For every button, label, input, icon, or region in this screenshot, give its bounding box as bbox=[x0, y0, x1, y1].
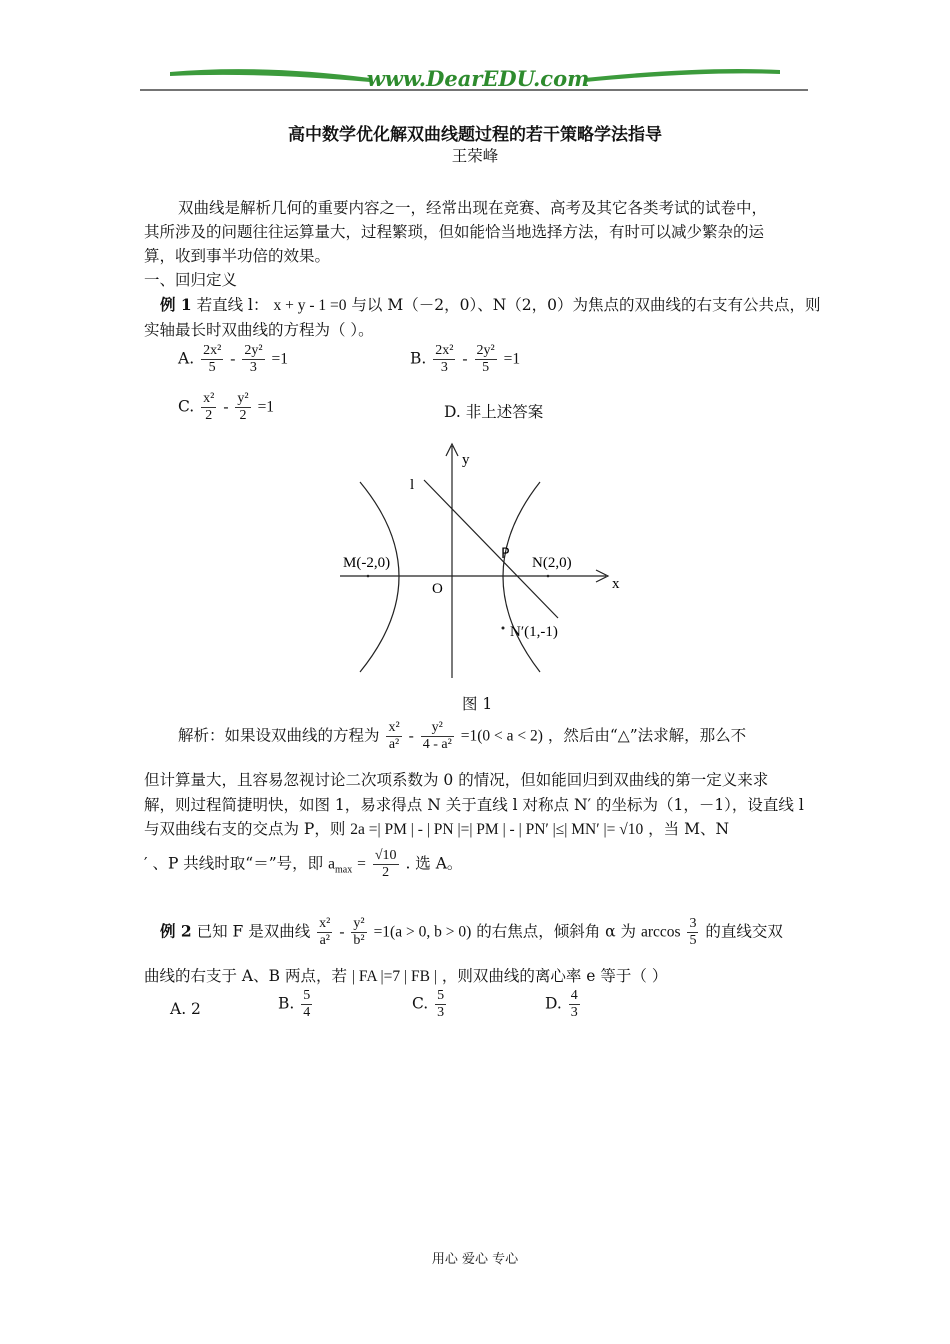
example-2-frac-2: $\frac{\text{y²}}{\text{b²}}$ bbox=[353, 916, 365, 948]
line-l-label: l bbox=[410, 477, 415, 493]
example-1-line-2: 实轴最长时双曲线的方程为（ ）。 bbox=[144, 321, 374, 339]
option-a-tail: =1 bbox=[271, 350, 288, 368]
minus-sign: - bbox=[408, 727, 414, 745]
example-2-option-c-label: C. bbox=[412, 994, 429, 1013]
option-c bbox=[178, 391, 274, 424]
example-2-text-b: 的右焦点，倾斜角 α 为 bbox=[476, 922, 637, 941]
page-footer: 用心 爱心 专心 bbox=[431, 1252, 519, 1267]
option-c-frac-2: $\frac{\text{y²}}{2}$ bbox=[237, 391, 249, 423]
analysis-line-1 bbox=[178, 720, 746, 753]
intro-line-2: 其所涉及的问题往往运算量大，过程繁琐，但如能恰当地选择方法，有时可以减少繁杂的运 bbox=[144, 223, 765, 241]
analysis-equals: = bbox=[357, 855, 366, 873]
example-2-option-b-label: B. bbox=[278, 994, 295, 1013]
point-n-label: N(2,0) bbox=[532, 555, 572, 571]
option-a bbox=[178, 343, 288, 376]
header-logo[interactable]: www.DearEDU.com bbox=[366, 66, 590, 91]
line-equation: x + y - 1 =0 bbox=[273, 297, 347, 314]
option-c-label: C. bbox=[178, 397, 195, 416]
analysis-text-e: ′ 、P 共线时取“＝”号，即 bbox=[144, 854, 324, 873]
intro-line-3: 算，收到事半功倍的效果。 bbox=[144, 247, 331, 265]
example-2-text-a: 已知 F 是双曲线 bbox=[196, 922, 311, 941]
minus-sign: - bbox=[462, 350, 468, 368]
example-1-label: 例 1 bbox=[160, 295, 192, 314]
option-a-frac-2: $\frac{\text{2y²}}{3}$ bbox=[244, 343, 263, 375]
section-heading: 一、回归定义 bbox=[144, 271, 238, 289]
analysis-line-5 bbox=[144, 848, 462, 883]
option-c-frac-1: $\frac{\text{x²}}{2}$ bbox=[203, 391, 215, 423]
analysis-amax: a bbox=[328, 855, 335, 873]
option-c-tail: =1 bbox=[257, 398, 275, 416]
minus-sign: - bbox=[223, 398, 229, 416]
analysis-line-4 bbox=[144, 817, 729, 842]
option-b-frac-2: $\frac{\text{2y²}}{5}$ bbox=[476, 343, 495, 375]
example-2-label: 例 2 bbox=[160, 921, 192, 941]
line-l bbox=[424, 480, 558, 618]
option-b-frac-1: $\frac{\text{2x²}}{3}$ bbox=[435, 343, 454, 375]
example-2-option-d-frac: $\frac{4}{3}$ bbox=[570, 988, 578, 1020]
example-2-line-2 bbox=[144, 964, 667, 989]
example-2-line-1 bbox=[160, 916, 783, 949]
right-branch bbox=[503, 482, 540, 672]
example-2-option-c-frac: $\frac{5}{3}$ bbox=[437, 988, 445, 1020]
intro-line-1: 双曲线是解析几何的重要内容之一，经常出现在竞赛、高考及其它各类考试的试卷中， bbox=[178, 199, 768, 217]
analysis-amax-sub: max bbox=[334, 864, 353, 876]
origin-label: O bbox=[432, 581, 443, 597]
example-1-line-1 bbox=[160, 293, 820, 318]
example-2-condition: =1(a > 0, b > 0) bbox=[373, 923, 472, 941]
option-a-label: A. bbox=[178, 349, 195, 368]
option-a-frac-1: $\frac{\text{2x²}}{5}$ bbox=[203, 343, 222, 375]
analysis-text-b: ，然后由“△”法求解，那么不 bbox=[547, 726, 747, 745]
example-2-option-b-frac: $\frac{5}{4}$ bbox=[303, 988, 311, 1020]
minus-sign: - bbox=[230, 350, 236, 368]
arccos: arccos bbox=[640, 923, 681, 941]
analysis-text-d: ，当 M、N bbox=[648, 820, 730, 838]
example-2-text-c: 的直线交双 bbox=[705, 922, 783, 941]
example-2-option-a: A. 2 bbox=[170, 1000, 201, 1018]
example-1-text-b: 与以 M（－2，0）、N（2，0）为焦点的双曲线的右支有公共点，则 bbox=[351, 296, 821, 314]
analysis-frac-1: $\frac{\text{x²}}{\text{a²}}$ bbox=[388, 720, 400, 752]
point-p-label: P bbox=[501, 546, 510, 562]
analysis-text-a: 解析：如果设双曲线的方程为 bbox=[178, 726, 380, 745]
point-n-prime bbox=[502, 627, 505, 630]
example-2-option-d-label: D. bbox=[545, 994, 562, 1013]
example-1-text-a: 若直线 l： bbox=[196, 296, 269, 314]
example-2-frac-1: $\frac{\text{x²}}{\text{a²}}$ bbox=[319, 916, 331, 948]
analysis-text-f: . 选 A。 bbox=[405, 854, 463, 873]
analysis-text-c: 与双曲线右支的交点为 P，则 bbox=[144, 820, 346, 838]
left-branch bbox=[360, 482, 399, 672]
author: 王荣峰 bbox=[451, 147, 499, 165]
example-2-equation: | FA |=7 | FB | bbox=[351, 968, 437, 985]
page-title: 高中数学优化解双曲线题过程的若干策略学法指导 bbox=[288, 125, 662, 145]
example-2-text-e: ，则双曲线的离心率 e 等于（ ） bbox=[441, 967, 668, 985]
point-m-label: M(-2,0) bbox=[343, 555, 391, 571]
point-m bbox=[367, 575, 370, 578]
header-banner bbox=[140, 62, 810, 94]
option-b-label: B. bbox=[410, 349, 427, 368]
figure-1-caption: 图 1 bbox=[462, 695, 493, 713]
x-axis-label: x bbox=[612, 576, 620, 592]
example-2-option-b bbox=[278, 988, 314, 1021]
option-d: D. 非上述答案 bbox=[444, 403, 544, 421]
analysis-line-2: 但计算量大，且容易忽视讨论二次项系数为 0 的情况，但如能回归到双曲线的第一定义来求 bbox=[144, 771, 769, 789]
analysis-condition: =1(0 < a < 2) bbox=[460, 727, 543, 745]
analysis-frac-3: $\frac{√10}{2}$ bbox=[374, 848, 397, 880]
example-2-frac-3: $\frac{3}{5}$ bbox=[689, 916, 697, 948]
figure-1-hyperbola bbox=[330, 440, 630, 685]
example-2-option-c bbox=[412, 988, 448, 1021]
point-n-prime-label: N′(1,-1) bbox=[510, 624, 558, 640]
point-n bbox=[547, 575, 550, 578]
analysis-inequality: 2a =| PM | - | PN |=| PM | - | PN′ |≤| MN′ |= √10 bbox=[350, 821, 644, 838]
y-axis-label: y bbox=[462, 452, 470, 468]
option-b bbox=[410, 343, 520, 376]
analysis-frac-2: $\frac{\text{y²}}{\text{4 - a²}}$ bbox=[422, 720, 452, 752]
analysis-line-3: 解，则过程简捷明快，如图 1，易求得点 N 关于直线 l 对称点 N′ 的坐标为（1，－1），设直线 l bbox=[144, 796, 804, 814]
example-2-text-d: 曲线的右支于 A、B 两点，若 bbox=[144, 967, 347, 985]
option-b-tail: =1 bbox=[503, 350, 521, 368]
minus-sign: - bbox=[339, 923, 345, 941]
example-2-option-d bbox=[545, 988, 582, 1021]
